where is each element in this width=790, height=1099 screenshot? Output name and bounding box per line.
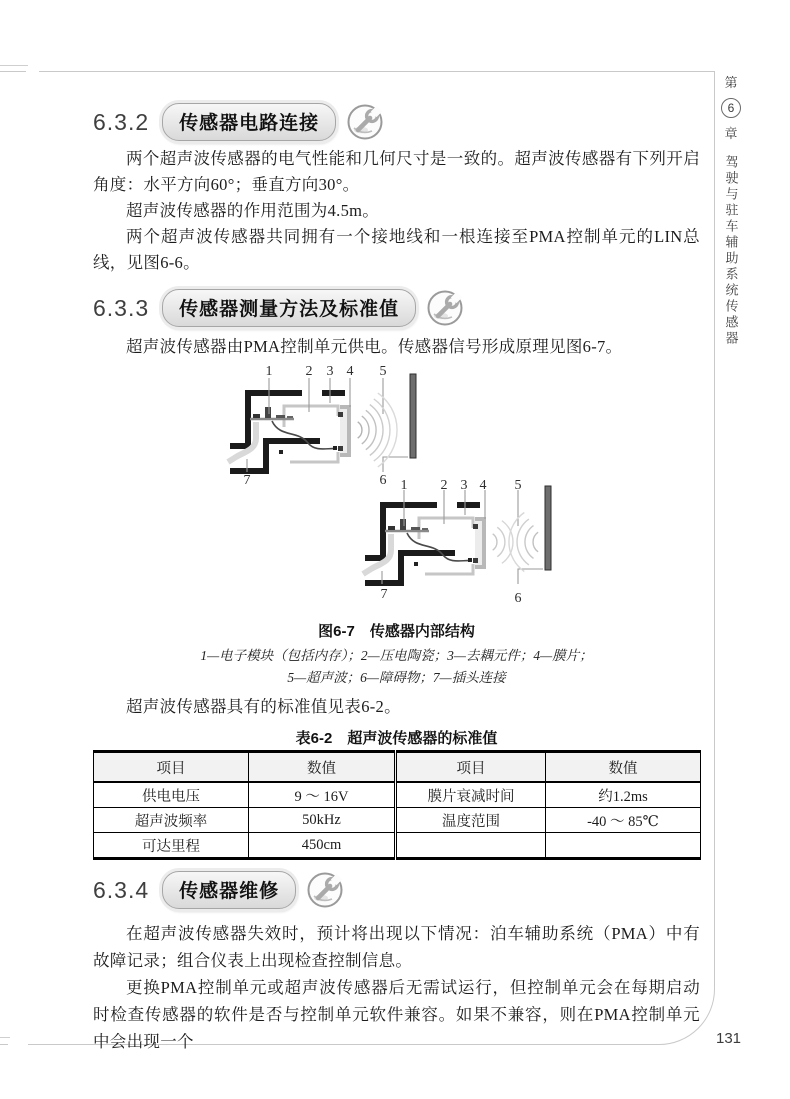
chapter-number-badge (721, 98, 741, 118)
spec-table-wrap (93, 750, 700, 860)
chapter-prefix: 第 (724, 75, 738, 90)
frame-gap-bottom (8, 1041, 28, 1046)
table-cell: 50kHz (249, 808, 396, 833)
table-caption: 表6-2 超声波传感器的标准值 (295, 730, 498, 747)
section-632-number: 6.3.2 (93, 108, 150, 135)
section-632-heading (93, 100, 700, 144)
frame-gap-top (26, 69, 39, 74)
fig-label: 2 (440, 478, 448, 493)
page-number: 131 (716, 1030, 742, 1047)
paragraph: 更换PMA控制单元或超声波传感器后无需试运行，但控制单元会在每期启动时检查传感器的软件是否与控制单元软件兼容。如果不兼容，则在PMA控制单元中会出现一个 (93, 978, 700, 1051)
section-633-number: 6.3.3 (93, 294, 150, 321)
ultrasonic-waves-reflected (493, 513, 538, 572)
fig-label: 3 (326, 364, 334, 379)
table-header-row (94, 752, 701, 783)
chapter-number: 6 (727, 101, 735, 115)
table-cell: 可达里程 (94, 833, 249, 859)
section-634-heading (93, 868, 700, 912)
section-633-heading (93, 286, 700, 330)
section-632-title-badge: 传感器电路连接 (162, 103, 336, 141)
fig-label: 1 (265, 364, 273, 379)
chapter-suffix: 章 (724, 126, 738, 141)
paragraph: 超声波传感器由PMA控制单元供电。传感器信号形成原理见图6-7。 (126, 337, 623, 356)
sensor-unit-2 (363, 486, 551, 584)
paragraph: 两个超声波传感器的电气性能和几何尺寸是一致的。超声波传感器有下列开启角度：水平方向60°；垂直方向30°。 (93, 149, 700, 194)
table-cell: 450cm (249, 833, 396, 859)
table-row (94, 833, 701, 859)
fig-label: 1 (400, 478, 408, 493)
paragraph: 在超声波传感器失效时，预计将出现以下情况：泊车辅助系统（PMA）中有故障记录；组合仪表上出现检查控制信息。 (93, 924, 700, 970)
spec-table (93, 750, 701, 860)
table-row (94, 782, 701, 808)
section-633-body (93, 334, 700, 360)
col-header: 项目 (94, 752, 249, 783)
ultrasonic-waves-emitted (358, 393, 397, 467)
table-cell: 温度范围 (396, 808, 546, 833)
fig-label: 5 (379, 364, 387, 379)
paragraph: 超声波传感器的作用范围为4.5m。 (126, 201, 380, 220)
frame-notch-top (0, 65, 28, 66)
fig-label: 5 (514, 478, 522, 493)
table-cell (546, 833, 701, 859)
section-634-number: 6.3.4 (93, 876, 150, 903)
frame-notch-bottom (0, 1037, 10, 1038)
fig-label: 7 (380, 587, 388, 602)
fig-label: 4 (346, 364, 354, 379)
section-633-title-badge: 传感器测量方法及标准值 (162, 289, 416, 327)
section-632-body (93, 146, 700, 276)
after-figure-body (93, 694, 700, 720)
section-634-body (93, 920, 700, 1055)
paragraph: 超声波传感器具有的标准值见表6-2。 (126, 697, 401, 716)
figure-legend-line: 1—电子模块（包括内存）；2—压电陶瓷；3—去耦元件；4—膜片； (200, 648, 593, 663)
table-cell: 9 ～ 16V (249, 782, 396, 808)
table-cell (396, 833, 546, 859)
fig-label: 4 (479, 478, 487, 493)
col-header: 项目 (396, 752, 546, 783)
section-634-title-badge: 传感器维修 (162, 871, 296, 909)
figure-caption: 图6-7 传感器内部结构 (318, 623, 475, 640)
fig-label: 7 (243, 473, 251, 488)
table-cell: 供电电压 (94, 782, 249, 808)
wrench-icon (346, 103, 384, 141)
col-header: 数值 (249, 752, 396, 783)
chapter-title: 驾驶与驻车辅助系统传感器 (723, 155, 739, 347)
fig-label: 6 (379, 473, 387, 488)
figure-legend (93, 645, 700, 689)
table-cell: 约1.2ms (546, 782, 701, 808)
wrench-icon (426, 289, 464, 327)
table-cell: 超声波频率 (94, 808, 249, 833)
table-cell: 膜片衰减时间 (396, 782, 546, 808)
figure-6-7 (93, 362, 700, 618)
figure-legend-line: 5—超声波；6—障碍物；7—插头连接 (287, 670, 506, 685)
chapter-tab (716, 76, 746, 347)
wrench-icon (306, 871, 344, 909)
table-row (94, 808, 701, 833)
paragraph: 两个超声波传感器共同拥有一个接地线和一根连接至PMA控制单元的LIN总线，见图6-6。 (93, 227, 700, 272)
col-header: 数值 (546, 752, 701, 783)
sensor-structure-diagram (93, 362, 700, 618)
fig-label: 6 (514, 591, 522, 606)
fig-label: 3 (460, 478, 468, 493)
fig-label: 2 (305, 364, 313, 379)
table-cell: -40 ～ 85℃ (546, 808, 701, 833)
